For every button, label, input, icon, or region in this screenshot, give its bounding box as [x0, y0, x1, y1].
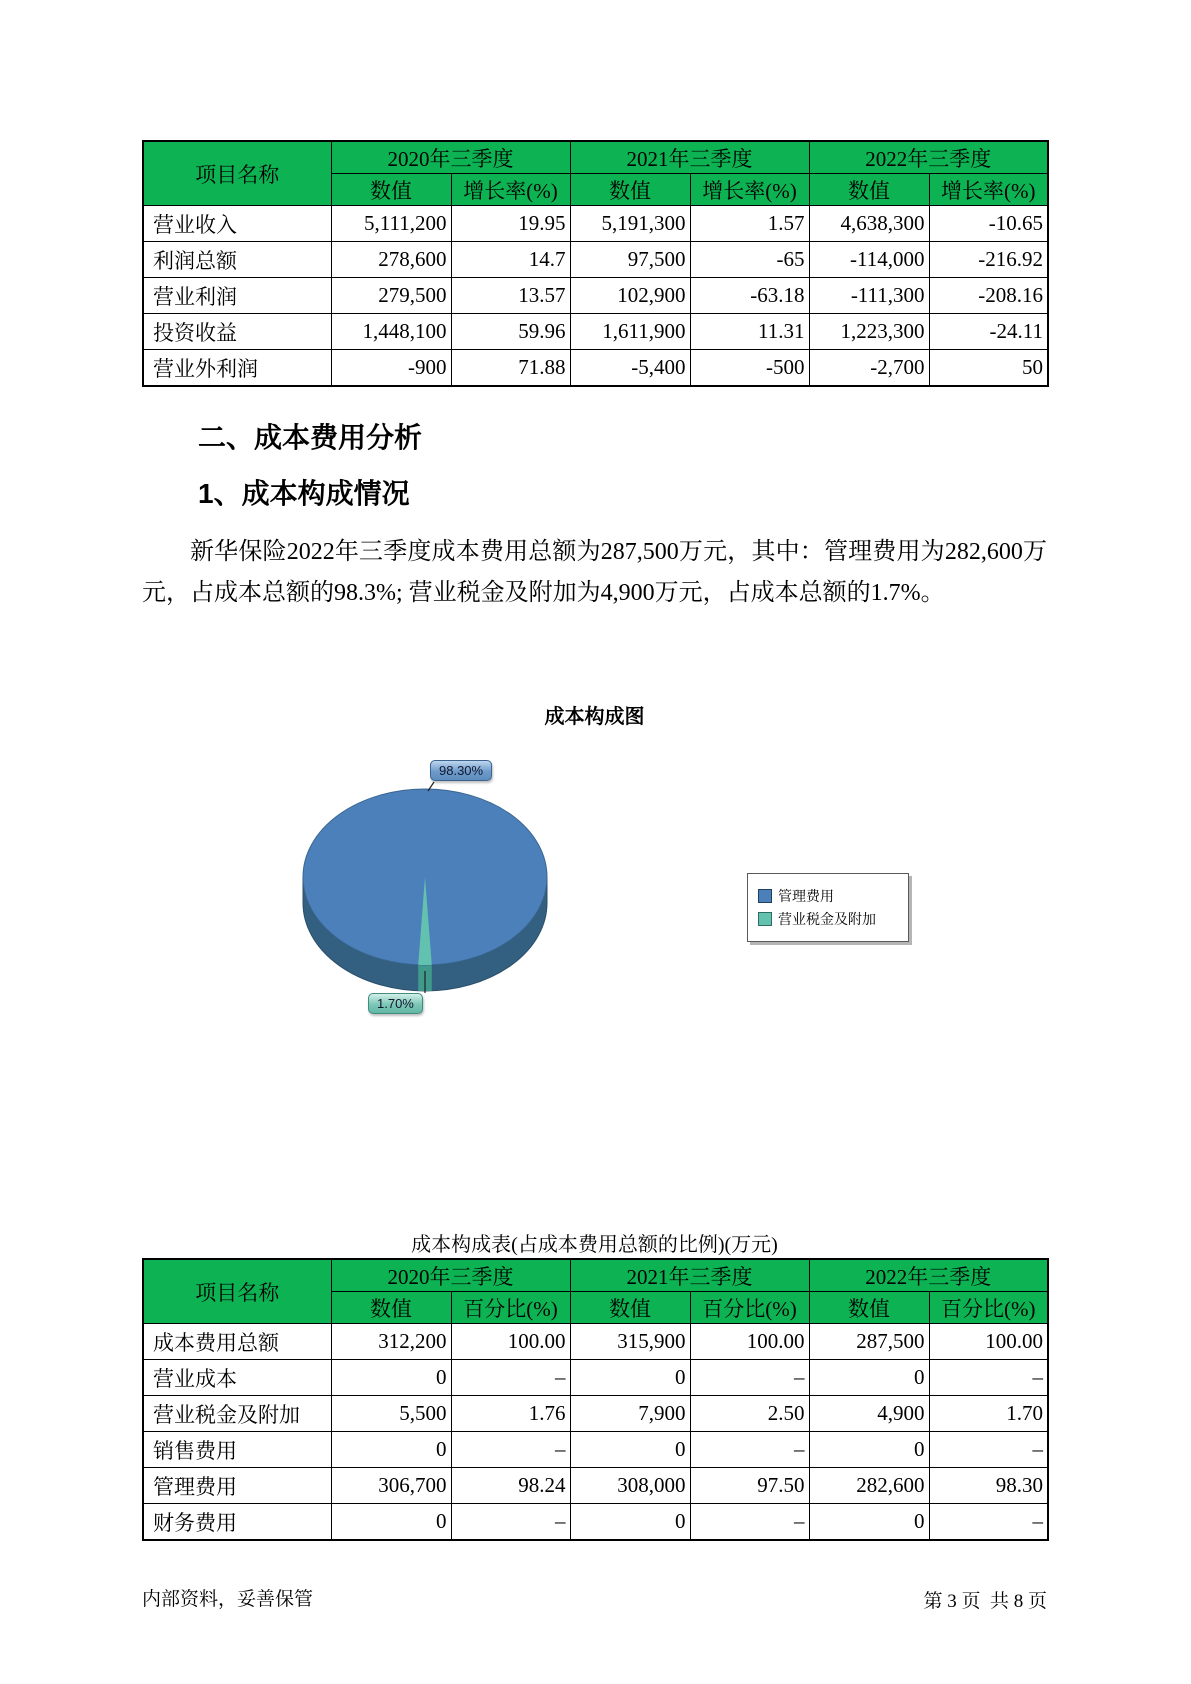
cell: 100.00	[690, 1324, 809, 1360]
subheader-rate: 增长率(%)	[690, 174, 809, 206]
cell: –	[929, 1504, 1048, 1541]
subsection-heading-cost-composition: 1、成本构成情况	[198, 478, 410, 509]
cell: -2,700	[809, 350, 929, 387]
cell: 0	[331, 1504, 451, 1541]
cell: -65	[690, 242, 809, 278]
cell: -10.65	[929, 206, 1048, 242]
subheader-rate: 增长率(%)	[929, 174, 1048, 206]
table-row	[143, 314, 1048, 350]
cell: 7,900	[570, 1396, 690, 1432]
row-label: 成本费用总额	[143, 1324, 331, 1360]
cell: 5,111,200	[331, 206, 451, 242]
profit-table-header-row1	[143, 141, 1048, 174]
cell: –	[690, 1432, 809, 1468]
cell: -111,300	[809, 278, 929, 314]
cost-table-caption: 成本构成表(占成本费用总额的比例)(万元)	[411, 1234, 778, 1256]
header-period-2020: 2020年三季度	[331, 141, 570, 174]
cost-composition-paragraph: 新华保险2022年三季度成本费用总额为287,500万元，其中：管理费用为282,600万元，占成本总额的98.3%; 营业税金及附加为4,900万元，占成本总额的1.7%。	[142, 539, 1047, 606]
header-period-2022: 2022年三季度	[809, 141, 1048, 174]
subheader-value: 数值	[331, 174, 451, 206]
cell: 278,600	[331, 242, 451, 278]
row-label: 利润总额	[143, 242, 331, 278]
row-label: 财务费用	[143, 1504, 331, 1541]
cell: -5,400	[570, 350, 690, 387]
cell: –	[690, 1360, 809, 1396]
cell: 0	[809, 1360, 929, 1396]
cell: 315,900	[570, 1324, 690, 1360]
footer-page-number: 第 3 页 共 8 页	[923, 1591, 1047, 1612]
cell: 1.70	[929, 1396, 1048, 1432]
cell: 0	[809, 1432, 929, 1468]
cell: -24.11	[929, 314, 1048, 350]
legend-label: 营业税金及附加	[778, 911, 876, 927]
row-label: 营业利润	[143, 278, 331, 314]
table-row	[143, 206, 1048, 242]
table-row	[143, 1396, 1048, 1432]
cell: –	[451, 1360, 570, 1396]
header-period-2021: 2021年三季度	[570, 1259, 809, 1292]
table-row	[143, 1360, 1048, 1396]
cell: 0	[570, 1432, 690, 1468]
cell: 1.57	[690, 206, 809, 242]
profit-table	[142, 140, 1049, 387]
cell: 5,500	[331, 1396, 451, 1432]
cell: -114,000	[809, 242, 929, 278]
cell: 279,500	[331, 278, 451, 314]
subheader-percent: 百分比(%)	[451, 1292, 570, 1324]
page-content	[142, 0, 1047, 1684]
row-label: 投资收益	[143, 314, 331, 350]
cell: 0	[331, 1432, 451, 1468]
table-row	[143, 278, 1048, 314]
cost-composition-chart	[142, 700, 1047, 1035]
cell: –	[690, 1504, 809, 1541]
header-period-2022: 2022年三季度	[809, 1259, 1048, 1292]
cell: -216.92	[929, 242, 1048, 278]
subheader-value: 数值	[809, 1292, 929, 1324]
subheader-percent: 百分比(%)	[690, 1292, 809, 1324]
cell: 13.57	[451, 278, 570, 314]
cell: -208.16	[929, 278, 1048, 314]
legend-label: 管理费用	[778, 888, 834, 904]
legend-item	[758, 909, 900, 929]
subheader-rate: 增长率(%)	[451, 174, 570, 206]
cell: 306,700	[331, 1468, 451, 1504]
row-label: 营业税金及附加	[143, 1396, 331, 1432]
cell: 98.24	[451, 1468, 570, 1504]
cell: 1,448,100	[331, 314, 451, 350]
legend-item	[758, 886, 900, 906]
cell: -63.18	[690, 278, 809, 314]
table-row	[143, 1324, 1048, 1360]
table-row	[143, 350, 1048, 387]
table-row	[143, 1468, 1048, 1504]
section-heading-cost-analysis: 二、成本费用分析	[198, 422, 423, 453]
subheader-value: 数值	[331, 1292, 451, 1324]
legend-swatch-teal-icon	[758, 912, 772, 926]
header-period-2020: 2020年三季度	[331, 1259, 570, 1292]
cell: –	[451, 1504, 570, 1541]
cell: 1.76	[451, 1396, 570, 1432]
cell: 4,900	[809, 1396, 929, 1432]
cell: 282,600	[809, 1468, 929, 1504]
footer-confidential-note: 内部资料，妥善保管	[142, 1589, 314, 1610]
cell: –	[929, 1360, 1048, 1396]
header-item: 项目名称	[143, 141, 331, 206]
cell: 14.7	[451, 242, 570, 278]
cost-table	[142, 1258, 1049, 1541]
cell: 0	[570, 1360, 690, 1396]
table-row	[143, 1504, 1048, 1541]
table-row	[143, 1432, 1048, 1468]
cell: 0	[331, 1360, 451, 1396]
row-label: 销售费用	[143, 1432, 331, 1468]
chart-title: 成本构成图	[544, 706, 645, 728]
cell: 1,611,900	[570, 314, 690, 350]
cell: 308,000	[570, 1468, 690, 1504]
pie-data-label-major: 98.30%	[430, 760, 492, 781]
cell: 11.31	[690, 314, 809, 350]
pie-data-label-minor: 1.70%	[368, 993, 423, 1014]
cell: 97.50	[690, 1468, 809, 1504]
pie-chart-canvas	[142, 735, 1047, 1035]
row-label: 营业收入	[143, 206, 331, 242]
cell: –	[451, 1432, 570, 1468]
cell: 71.88	[451, 350, 570, 387]
legend-swatch-blue-icon	[758, 889, 772, 903]
subheader-value: 数值	[809, 174, 929, 206]
cell: 100.00	[929, 1324, 1048, 1360]
cell: 2.50	[690, 1396, 809, 1432]
cell: 0	[809, 1504, 929, 1541]
table-row	[143, 242, 1048, 278]
cell: 0	[570, 1504, 690, 1541]
cell: 100.00	[451, 1324, 570, 1360]
cell: 19.95	[451, 206, 570, 242]
cell: 98.30	[929, 1468, 1048, 1504]
cell: 97,500	[570, 242, 690, 278]
cell: 5,191,300	[570, 206, 690, 242]
cell: -900	[331, 350, 451, 387]
header-item: 项目名称	[143, 1259, 331, 1324]
cell: 59.96	[451, 314, 570, 350]
cost-table-header-row1	[143, 1259, 1048, 1292]
subheader-value: 数值	[570, 1292, 690, 1324]
subheader-percent: 百分比(%)	[929, 1292, 1048, 1324]
cell: 50	[929, 350, 1048, 387]
cell: 287,500	[809, 1324, 929, 1360]
row-label: 管理费用	[143, 1468, 331, 1504]
subheader-value: 数值	[570, 174, 690, 206]
cell: –	[929, 1432, 1048, 1468]
pie-chart-graphic	[142, 735, 1047, 1035]
cell: 312,200	[331, 1324, 451, 1360]
cell: 1,223,300	[809, 314, 929, 350]
chart-legend	[747, 873, 909, 942]
cell: 4,638,300	[809, 206, 929, 242]
row-label: 营业成本	[143, 1360, 331, 1396]
cell: -500	[690, 350, 809, 387]
header-period-2021: 2021年三季度	[570, 141, 809, 174]
row-label: 营业外利润	[143, 350, 331, 387]
cell: 102,900	[570, 278, 690, 314]
